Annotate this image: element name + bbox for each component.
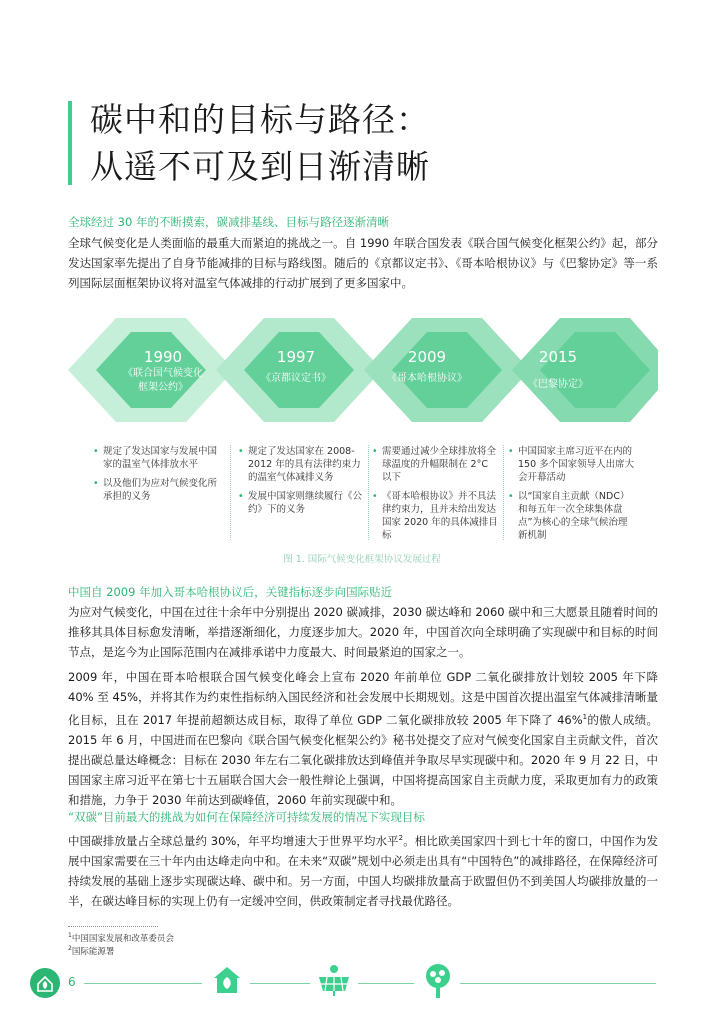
page-number: 6: [68, 975, 76, 989]
footnote-ref: 1: [582, 713, 588, 721]
timeline-label-1990: 《联合国气候变化框架公约》: [123, 368, 203, 393]
footer-line: [250, 983, 310, 984]
figure-caption: 图 1. 国际气候变化框架协议发展过程: [283, 554, 441, 565]
section2-heading: 中国自 2009 年加入哥本哈根协议后，关键指标逐步向国际贴近: [68, 585, 393, 599]
footer-line: [358, 983, 414, 984]
timeline-year-1997: 1997: [276, 348, 316, 366]
section2-paragraph-2: 2009 年，中国在哥本哈根联合国气候变化峰会上宣布 2020 年前单位 GDP 二氧化碳排放计划较 2005 年下降 40% 至 45%，并将其作为约束性指标纳入国民经济和社会发展中长期规划。这是中国首次提出温室气体减排清晰量化目标，且在 2017 年提前超额达成目标，取得了单位 GDP 二氧化碳排放较 2005 年下降了 46%$^1$的傲人成绩。2015 年 6 月，中国进而在巴黎向《联合国气候变化框架公约》秘书处提交了应对气候变化国家自主贡献文件，首次提出碳总量达峰概念：目标在 2030 年左右二氧化碳排放达到峰值并争取尽早实现碳中和。2020 年 9 月 22 日，中国国家主席习近平在第七十五届联合国大会一般性辩论上强调，中国将提高国家自主贡献力度，采取更加有力的政策和措施，力争于 2030 年前达到碳峰值，2060 年前实现碳中和。: [68, 670, 658, 807]
footer-line: [84, 983, 202, 984]
house-leaf-icon: [210, 963, 244, 1001]
footer-line: [460, 983, 656, 984]
timeline-bullets-1997: • 规定了发达国家在 2008-2012 年的具有法律约束力的温室气体减排义务 • 发展中国家则继续履行《公约》下的义务: [238, 445, 366, 522]
footnote-ref: 2: [398, 834, 404, 842]
home-leaf-icon: [30, 968, 60, 998]
column-divider: [503, 445, 504, 540]
timeline-label-2015: 《巴黎协定》: [528, 379, 588, 390]
footnote-1: $^1$中国国家发展和改革委员会: [68, 932, 174, 944]
column-divider: [368, 445, 369, 540]
timeline-year-2015: 2015: [538, 348, 578, 366]
timeline-bullets-2009: • 需要通过减少全球排放将全球温度的升幅限制在 2°C 以下 • 《哥本哈根协议》并不具法律约束力，且并未给出发达国家 2020 年的具体减排目标: [372, 445, 500, 548]
timeline-year-2009: 2009: [407, 348, 447, 366]
section1-heading: 全球经过 30 年的不断摸索，碳减排基线、目标与路径逐渐清晰: [68, 215, 389, 229]
section1-paragraph: 全球气候变化是人类面临的最重大而紧迫的挑战之一。自 1990 年联合国发表《联合国气候变化框架公约》起，部分发达国家率先提出了自身节能减排的目标与路线图。随后的《京都议定书》、《哥本哈根协议》与《巴黎协定》等一系列国际层面框架协议将对温室气体减排的行动扩展到了更多国家中。: [68, 236, 658, 290]
title-accent-bar: [68, 101, 72, 185]
section3-paragraph: 中国碳排放量占全球总量约 30%，年平均增速大于世界平均水平$^2$。相比欧美国家四十到七十年的窗口，中国作为发展中国家需要在三十年内由达峰走向中和。在未来“双碳”规划中必须走出具有“中国特色”的减排路径，在保障经济可持续发展的基础上逐步实现碳达峰、碳中和。另一方面，中国人均碳排放量高于欧盟但仍不到美国人均碳排放量的一半，在碳达峰目标的实现上仍有一定缓冲空间，供政策制定者寻找最优路径。: [68, 833, 659, 908]
column-divider: [230, 445, 231, 540]
footnote-divider: [68, 926, 158, 927]
page-title: 碳中和的目标与路径： 从遥不可及到日渐清晰: [90, 100, 430, 186]
tree-icon: [420, 963, 456, 1003]
section2-paragraph-1: 为应对气候变化，中国在过往十余年中分别提出 2020 碳减排，2030 碳达峰和 2060 碳中和三大愿景且随着时间的推移其具体目标愈发清晰，举措逐渐细化，力度逐步加大。2020 年，中国首次向全球明确了实现碳中和目标的时间节点，是迄今为止国际范围内在减排承诺中力度最大、时间最紧迫的国家之一。: [68, 605, 658, 659]
timeline-label-2009: 《哥本哈根协议》: [387, 373, 467, 384]
timeline-bullets-2015: • 中国国家主席习近平在内的 150 多个国家领导人出席大会开幕活动 • 以“国家自主贡献（NDC）和每五年一次全球集体盘点”为核心的全球气候治理新机制: [508, 445, 636, 548]
timeline-year-1990: 1990: [143, 348, 183, 366]
section3-heading: “双碳”目前最大的挑战为如何在保障经济可持续发展的情况下实现目标: [68, 810, 425, 824]
timeline-bullets-1990: • 规定了发达国家与发展中国家的温室气体排放水平 • 以及他们为应对气候变化所承担的义务: [93, 445, 221, 509]
timeline-label-1997: 《京都议定书》: [261, 373, 331, 384]
footnote-2: $^2$国际能源署: [68, 945, 115, 957]
solar-panel-icon: [316, 963, 352, 1001]
